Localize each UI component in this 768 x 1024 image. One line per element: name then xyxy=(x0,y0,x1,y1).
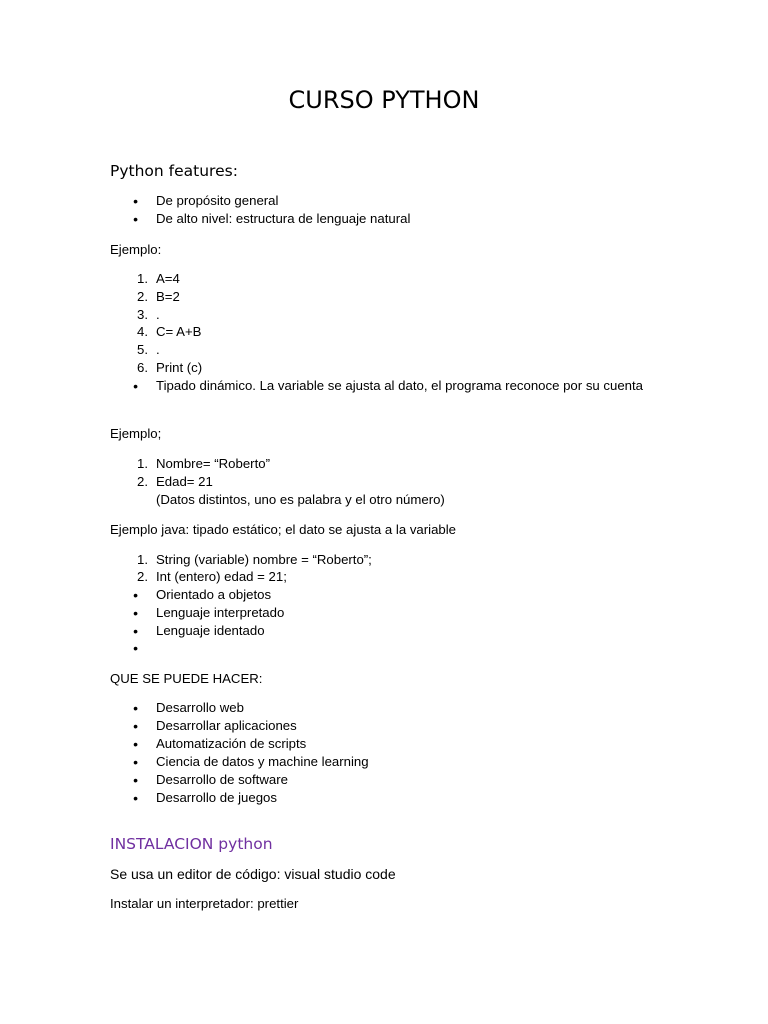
number-marker: 3. xyxy=(137,307,148,322)
list-item-text: A=4 xyxy=(156,271,180,286)
bullet-marker: • xyxy=(133,790,138,806)
list-item xyxy=(110,586,670,604)
install-interpreter-text: Instalar un interpretador: prettier xyxy=(110,896,299,911)
features-heading: Python features: xyxy=(110,162,238,180)
list-item xyxy=(110,323,670,341)
list-item xyxy=(110,789,670,807)
list-item xyxy=(110,210,670,228)
list-item xyxy=(110,753,670,771)
example-note: (Datos distintos, uno es palabra y el otro número) xyxy=(156,492,445,507)
number-marker: 1. xyxy=(137,552,148,567)
number-marker: 2. xyxy=(137,289,148,304)
list-item-text: Print (c) xyxy=(156,360,203,375)
list-item-text: Desarrollar aplicaciones xyxy=(156,718,297,733)
example-label: Ejemplo: xyxy=(110,242,162,257)
uses-heading: QUE SE PUEDE HACER: xyxy=(110,671,263,686)
bullet-marker: • xyxy=(133,211,138,227)
number-marker: 6. xyxy=(137,360,148,375)
list-item-text: Orientado a objetos xyxy=(156,587,272,602)
bullet-marker: • xyxy=(133,640,138,656)
list-item xyxy=(110,306,670,324)
list-item xyxy=(110,604,670,622)
install-heading: INSTALACION python xyxy=(110,835,273,853)
list-item xyxy=(110,455,670,473)
bullet-marker: • xyxy=(133,587,138,603)
list-item-text: C= A+B xyxy=(156,324,202,339)
list-item-text: . xyxy=(156,342,160,357)
number-marker: 1. xyxy=(137,456,148,471)
list-item-text: String (variable) nombre = “Roberto”; xyxy=(156,552,372,567)
list-item-text: . xyxy=(156,307,160,322)
dynamic-typing-text: Tipado dinámico. La variable se ajusta al dato, el programa reconoce por su cuenta xyxy=(156,378,644,393)
list-item xyxy=(110,639,670,657)
number-marker: 2. xyxy=(137,474,148,489)
list-item xyxy=(110,473,670,491)
list-item xyxy=(110,288,670,306)
list-item-text: Lenguaje identado xyxy=(156,623,265,638)
list-item-text: Desarrollo de software xyxy=(156,772,288,787)
list-item-text: De propósito general xyxy=(156,193,279,208)
bullet-marker: • xyxy=(133,718,138,734)
list-item-text: Int (entero) edad = 21; xyxy=(156,569,287,584)
number-marker: 1. xyxy=(137,271,148,286)
list-item-text: Desarrollo web xyxy=(156,700,244,715)
number-marker: 2. xyxy=(137,569,148,584)
list-item-text: De alto nivel: estructura de lenguaje natural xyxy=(156,211,411,226)
list-item-text: Nombre= “Roberto” xyxy=(156,456,270,471)
bullet-marker: • xyxy=(133,700,138,716)
list-item xyxy=(110,622,670,640)
bullet-marker: • xyxy=(133,378,138,394)
list-item-text: Automatización de scripts xyxy=(156,736,307,751)
list-item xyxy=(110,699,670,717)
list-item-text: Lenguaje interpretado xyxy=(156,605,285,620)
list-item xyxy=(110,568,670,586)
list-item-text: B=2 xyxy=(156,289,180,304)
list-item xyxy=(110,771,670,789)
install-editor-text: Se usa un editor de código: visual studio code xyxy=(110,866,396,882)
list-item xyxy=(110,341,670,359)
bullet-marker: • xyxy=(133,754,138,770)
list-item-text: Edad= 21 xyxy=(156,474,213,489)
list-item-text: Desarrollo de juegos xyxy=(156,790,277,805)
list-item xyxy=(110,192,670,210)
bullet-marker: • xyxy=(133,605,138,621)
bullet-marker: • xyxy=(133,772,138,788)
document-title: CURSO PYTHON xyxy=(288,86,480,114)
java-example-text: Ejemplo java: tipado estático; el dato se ajusta a la variable xyxy=(110,522,457,537)
list-item-text: Ciencia de datos y machine learning xyxy=(156,754,369,769)
number-marker: 4. xyxy=(137,324,148,339)
bullet-marker: • xyxy=(133,623,138,639)
list-item xyxy=(110,270,670,288)
list-item xyxy=(110,735,670,753)
example-label: Ejemplo; xyxy=(110,426,162,441)
list-item xyxy=(110,717,670,735)
bullet-marker: • xyxy=(133,193,138,209)
number-marker: 5. xyxy=(137,342,148,357)
list-item xyxy=(110,551,670,569)
list-item xyxy=(110,359,670,377)
bullet-marker: • xyxy=(133,736,138,752)
